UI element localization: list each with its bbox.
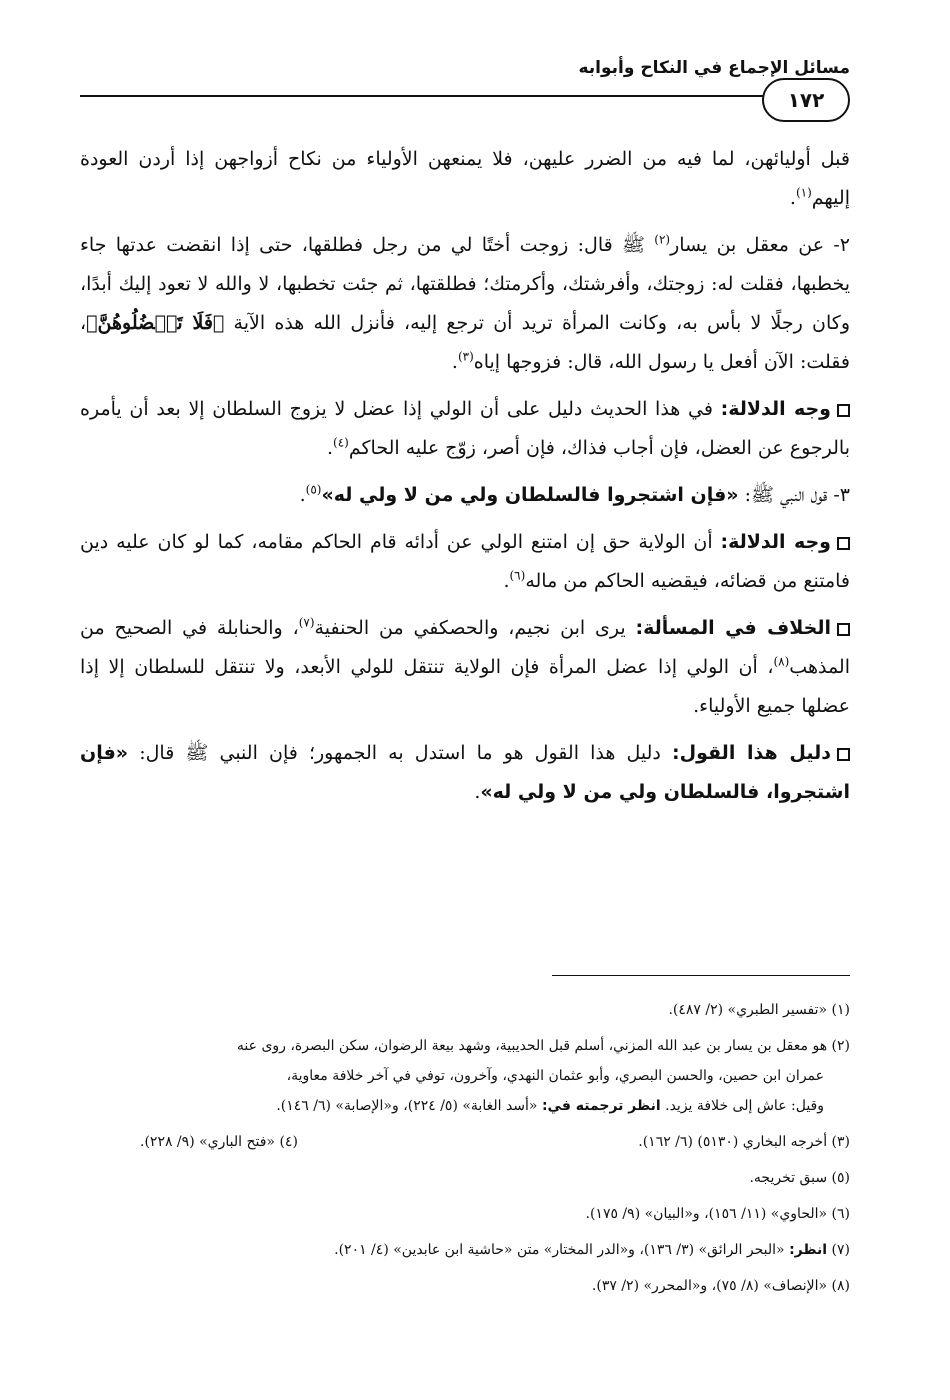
hadith-quote: «فإن اشتجروا فالسلطان ولي من لا ولي له»: [321, 484, 739, 506]
paragraph-1: قبل أوليائهن، لما فيه من الضرر عليهن، فلا يمنعهن الأولياء من نكاح أزواجهن إذا أردن العودة إليهم$^{(١)}$.: [80, 148, 850, 209]
footnote-7: (٧) انظر: «البحر الرائق» (٣/ ١٣٦)، و«الدر المختار» متن «حاشية ابن عابدين» (٤/ ٢٠١).: [334, 1242, 850, 1258]
footnote-row-3-4: [80, 1127, 850, 1157]
footnote-ref: (٦): [509, 568, 526, 583]
footnote-3: (٣) أخرجه البخاري (٥١٣٠) (٦/ ١٦٢).: [638, 1134, 850, 1150]
footnote-separator: [552, 975, 850, 976]
section-label: دليل هذا القول:: [672, 742, 832, 764]
section-label: وجه الدلالة:: [720, 531, 831, 553]
footnotes: [80, 995, 850, 1307]
footnote-ref: (٨): [773, 654, 790, 669]
footnote-ref: (٥): [305, 482, 322, 497]
square-bullet-icon: [837, 404, 850, 417]
footnote-8: (٨) «الإنصاف» (٨/ ٧٥)، و«المحرر» (٢/ ٣٧).: [591, 1278, 850, 1294]
square-bullet-icon: [837, 748, 850, 761]
running-header-title: مسائل الإجماع في النكاح وأبوابه: [578, 58, 850, 78]
footnote-ref: (٢): [654, 232, 671, 247]
paragraph-5: وجه الدلالة: أن الولاية حق إن امتنع الولي عن أدائه قام الحاكم مقامه، كما لو كان عليه دين فامتنع من قضائه، فيقضيه الحاكم من ماله$^{(٦)}$.: [80, 531, 850, 592]
footnote-4: (٤) «فتح الباري» (٩/ ٢٢٨).: [140, 1134, 298, 1150]
footnote-5: (٥) سبق تخريجه.: [749, 1170, 850, 1186]
hadith-quote: «فإن اشتجروا، فالسلطان ولي من لا ولي له»: [80, 742, 850, 803]
footnote-ref: (٣): [457, 349, 474, 364]
header-rule: [80, 95, 800, 97]
footnote-ref: (١): [795, 185, 812, 200]
main-text: [80, 140, 850, 820]
paragraph-4: ٣- قول النبي ﷺ: «فإن اشتجروا فالسلطان ولي من لا ولي له»$^{(٥)}$.: [299, 482, 850, 506]
footnote-1: (١) «تفسير الطبري» (٢/ ٤٨٧).: [668, 1002, 850, 1018]
footnote-ref: (٧): [298, 615, 315, 630]
footnote-2: (٢) هو معقل بن يسار بن عبد الله المزني، أسلم قبل الحديبية، وشهد بيعة الرضوان، سكن البصرة، روى عنه عمران ابن حصين، والحسن البصري، وأبو عثمان النهدي، وآخرون، توفي في آخر خلافة معاوية، وقيل: عاش إلى خلافة يزيد. انظر ترجمته في: «أسد الغابة» (٥/ ٢٢٤)، و«الإصابة» (٦/ ١٤٦).: [236, 1038, 850, 1114]
square-bullet-icon: [837, 623, 850, 636]
paragraph-2: ٢- عن معقل بن يسار$^{(٢)}$ ﷺ قال: زوجت أختًا لي من رجل فطلقها، حتى إذا انقضت عدتها جاء يخطبها، فقلت له: زوجتك، وأفرشتك، وأكرمتك؛ فطلقتها، ثم جئت تخطبها، لا والله لا تعود إليك أبدًا، وكان رجلًا لا بأس به، وكانت المرأة تريد أن ترجع إليه، فأنزل الله هذه الآية ﴿فَلَا تَعۡضُلُوهُنَّ﴾، فقلت: الآن أفعل يا رسول الله، قال: فزوجها إياه$^{(٣)}$.: [80, 232, 850, 373]
paragraph-6: الخلاف في المسألة: يرى ابن نجيم، والحصكفي من الحنفية$^{(٧)}$، والحنابلة في الصحيح من المذهب$^{(٨)}$، أن الولي إذا عضل المرأة فإن الولاية تنتقل للولي الأبعد، ولا تنتقل للسلطان إلا إذا عضلها جميع الأولياء.: [80, 615, 850, 717]
footnote-6: (٦) «الحاوي» (١١/ ١٥٦)، و«البيان» (٩/ ١٧٥).: [585, 1206, 850, 1222]
section-label: وجه الدلالة:: [720, 398, 831, 420]
page-number: ١٧٢: [762, 78, 850, 122]
paragraph-7: دليل هذا القول: دليل هذا القول هو ما استدل به الجمهور؛ فإن النبي ﷺ قال: «فإن اشتجروا، فالسلطان ولي من لا ولي له».: [80, 742, 850, 803]
paragraph-3: وجه الدلالة: في هذا الحديث دليل على أن الولي إذا عضل لا يزوج السلطان إلا بعد أن يأمره بالرجوع عن العضل، فإن أجاب فذاك، فإن أصر، زوّج عليه الحاكم$^{(٤)}$.: [80, 398, 850, 459]
section-label: الخلاف في المسألة:: [635, 617, 832, 639]
square-bullet-icon: [837, 537, 850, 550]
quran-verse: ﴿فَلَا تَعۡضُلُوهُنَّ﴾: [86, 312, 225, 334]
footnote-ref: (٤): [333, 435, 349, 450]
